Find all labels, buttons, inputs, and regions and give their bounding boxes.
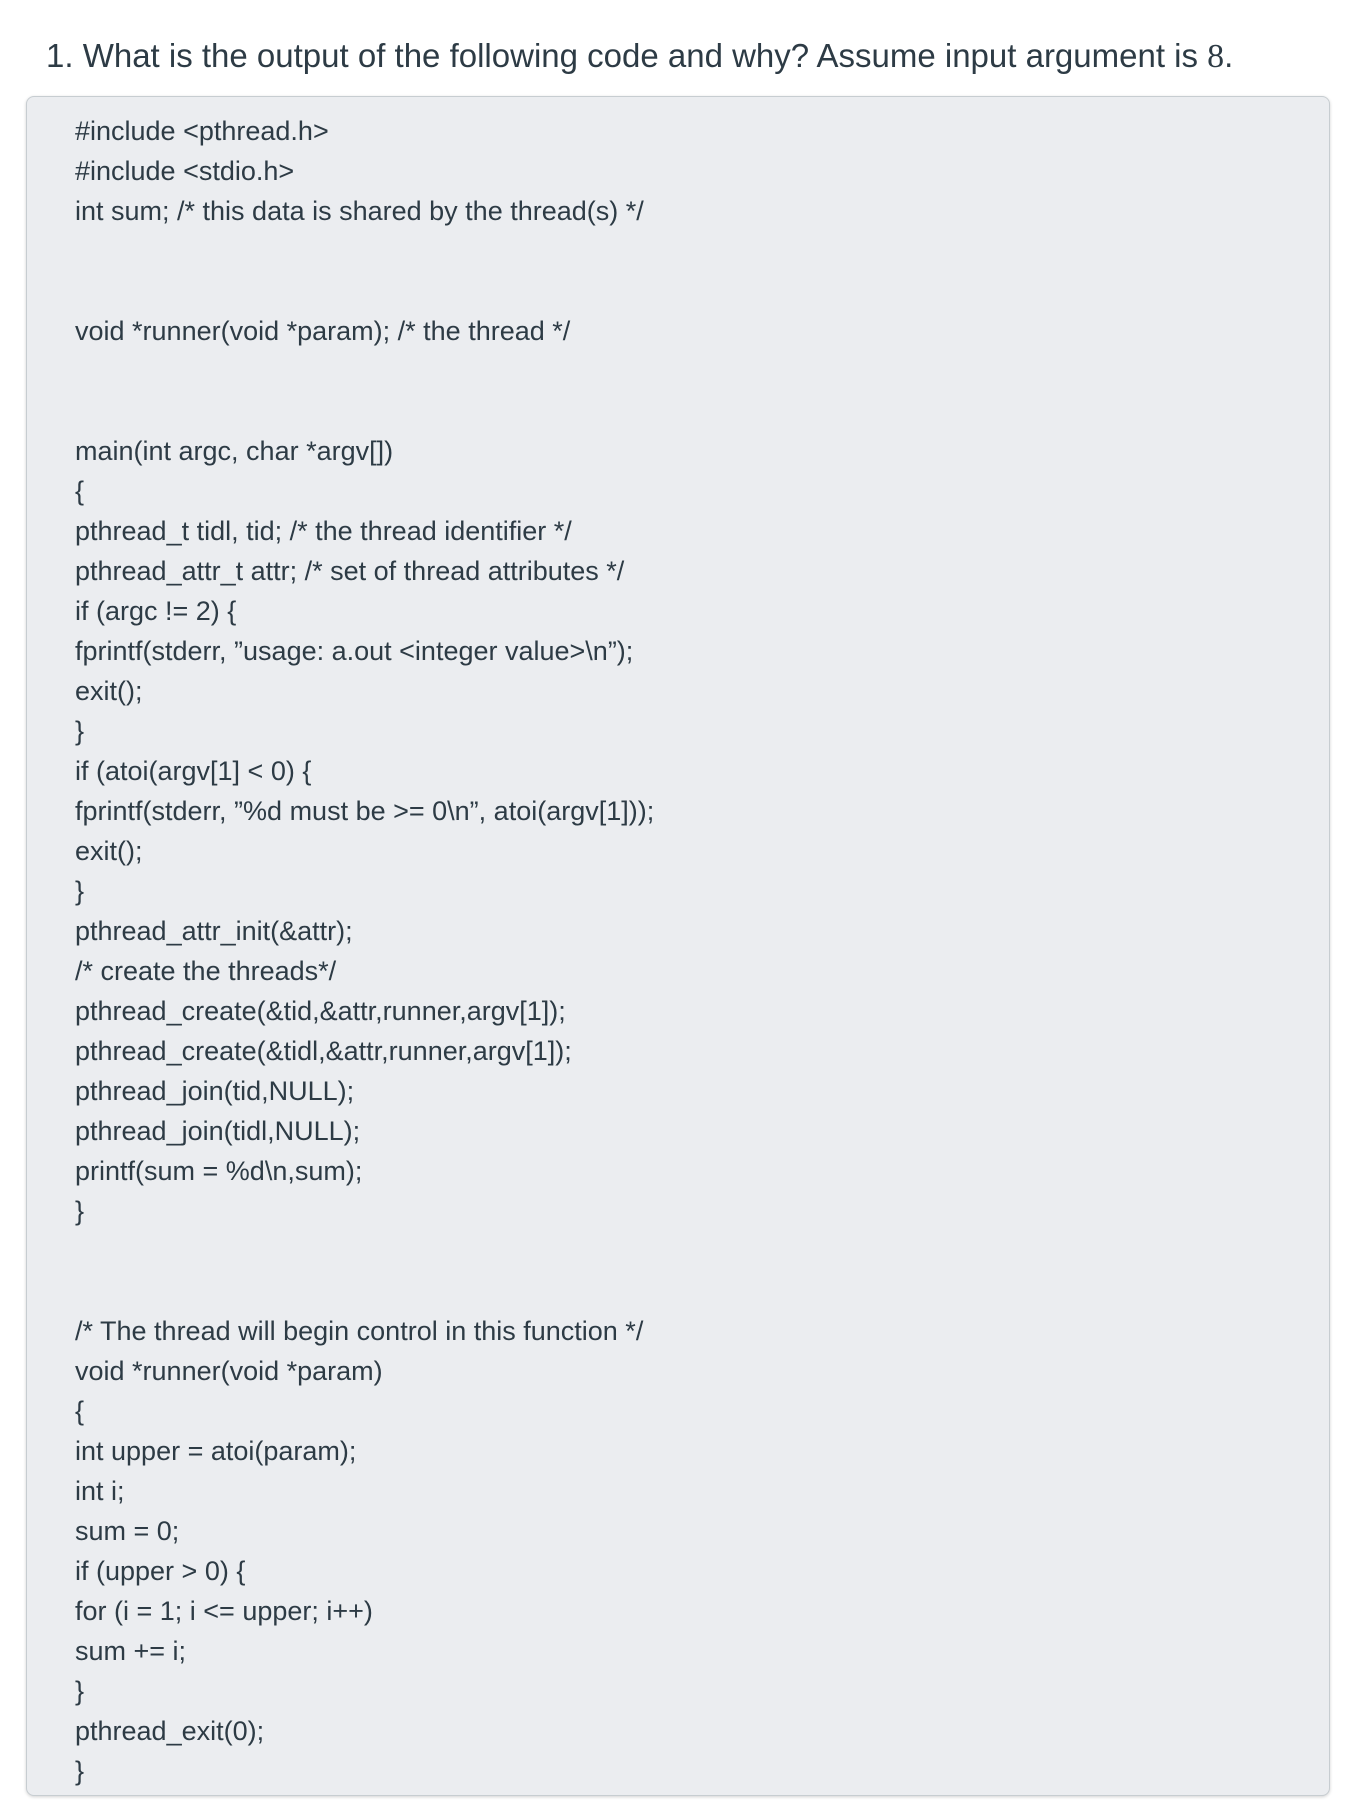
code-line: exit(); [75,676,143,706]
code-line: int i; [75,1476,125,1506]
code-line: void *runner(void *param) [75,1356,383,1386]
code-line: for (i = 1; i <= upper; i++) [75,1596,373,1626]
code-line: pthread_exit(0); [75,1716,265,1746]
code-line: pthread_join(tidl,NULL); [75,1116,361,1146]
code-line: int upper = atoi(param); [75,1436,357,1466]
code-line: } [75,876,85,906]
code-line: main(int argc, char *argv[]) [75,436,394,466]
code-line: pthread_attr_t attr; /* set of thread attributes */ [75,556,625,586]
code-line: } [75,1756,85,1786]
code-line: if (argc != 2) { [75,596,237,626]
code-line: } [75,716,85,746]
code-line: if (upper > 0) { [75,1556,246,1586]
code-line: /* create the threads*/ [75,956,337,986]
code-line [75,1271,654,1311]
question-text: 1. What is the output of the following code and why? Assume input argument is [46,37,1208,74]
code-line [75,271,654,311]
code-line: { [75,476,85,506]
code-line: if (atoi(argv[1] < 0) { [75,756,312,786]
code-line [75,1231,654,1271]
code-line [75,351,654,391]
code-line: #include <stdio.h> [75,156,295,186]
code-line: /* The thread will begin control in this function */ [75,1316,644,1346]
code-line: #include <pthread.h> [75,116,329,146]
code-line: printf(sum = %d\n,sum); [75,1156,363,1186]
code-line: pthread_join(tid,NULL); [75,1076,355,1106]
code-line: } [75,1196,85,1226]
code-line [75,231,654,271]
code-line: sum += i; [75,1636,187,1666]
code-line: { [75,1396,85,1426]
code-line: exit(); [75,836,143,866]
code-line: fprintf(stderr, ”%d must be >= 0\n”, atoi(argv[1])); [75,796,655,826]
code-line: } [75,1676,85,1706]
code-line: int sum; /* this data is shared by the thread(s) */ [75,196,644,226]
code-line: void *runner(void *param); /* the thread */ [75,316,571,346]
code-line: fprintf(stderr, ”usage: a.out <integer value>\n”); [75,636,634,666]
question-end: . [1224,37,1234,74]
question-argument: 8 [1207,38,1225,75]
code-block [26,96,1330,1796]
code-line: pthread_create(&tid,&attr,runner,argv[1]); [75,996,566,1026]
code-line: pthread_attr_init(&attr); [75,916,353,946]
code-line: pthread_create(&tidl,&attr,runner,argv[1]); [75,1036,572,1066]
code-line: sum = 0; [75,1516,180,1546]
question-heading [46,30,1233,83]
code-line: pthread_t tidl, tid; /* the thread identifier */ [75,516,572,546]
code-lines [75,111,654,1791]
code-line [75,391,654,431]
